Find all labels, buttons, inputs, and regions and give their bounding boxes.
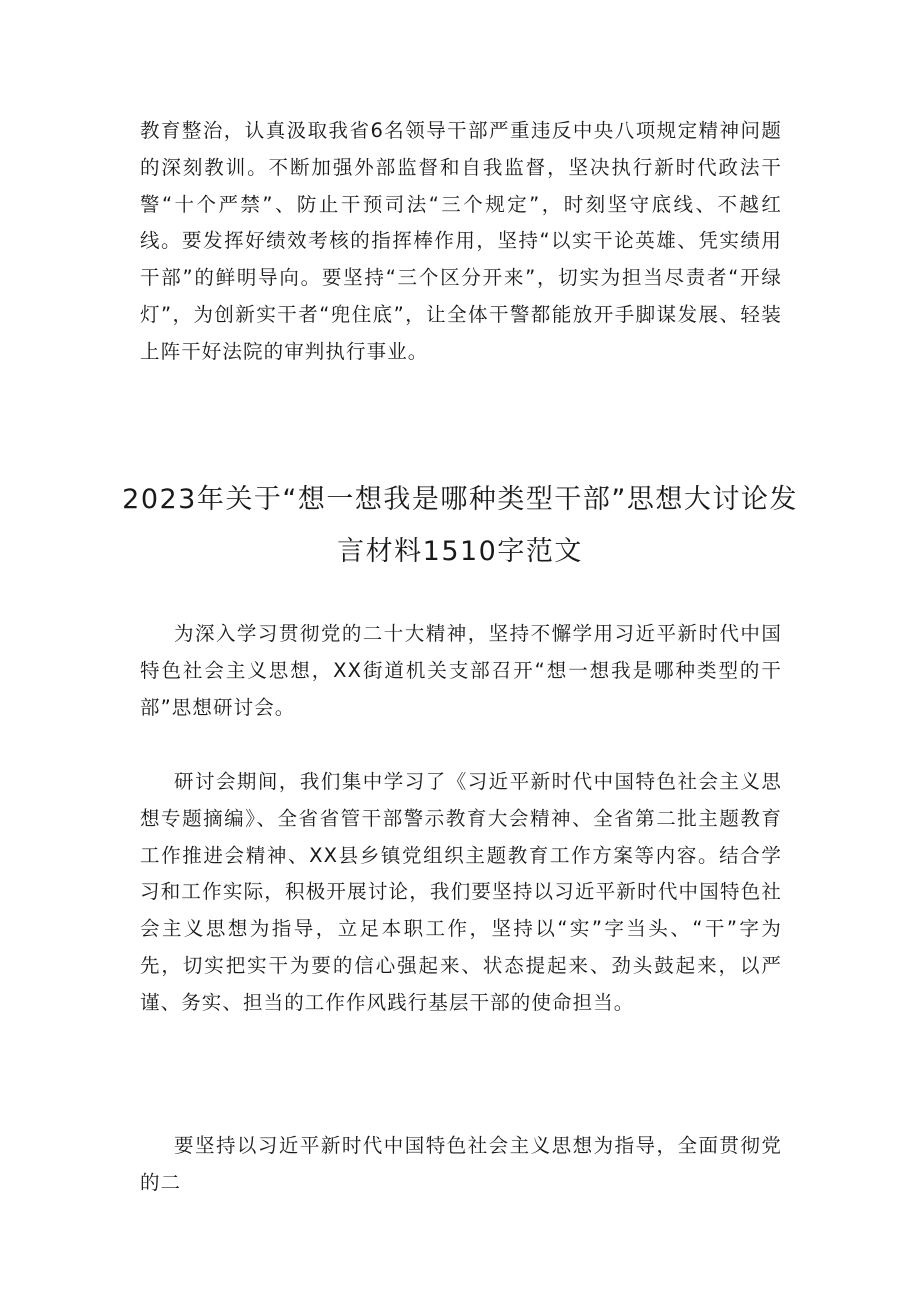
body-paragraph-3: 要坚持以习近平新时代中国特色社会主义思想为指导，全面贯彻党的二 — [140, 1134, 782, 1194]
body-paragraph-2: 研讨会期间，我们集中学习了《习近平新时代中国特色社会主义思想专题摘编》、全省省管干部警示教育大会精神、全省第二批主题教育工作推进会精神、XX县乡镇党组织主题教育工作方案等内容。结合学习和工作实际，积极开展讨论，我们要坚持以习近平新时代中国特色社会主义思想为指导，立足本职工作，坚持以“实”字当头、“干”字为先，切实把实干为要的信心强起来、状态提起来、劲头鼓起来，以严谨、务实、担当的工作作风践行基层干部的使命担当。 — [140, 770, 782, 1014]
document-title: 2023年关于“想一想我是哪种类型干部”思想大讨论发言材料1510字范文 — [122, 484, 798, 567]
body-paragraph-1: 为深入学习贯彻党的二十大精神，坚持不懈学用习近平新时代中国特色社会主义思想，XX街道机关支部召开“想一想我是哪种类型的干部”思想研讨会。 — [140, 622, 782, 719]
continued-paragraph: 教育整治，认真汲取我省6名领导干部严重违反中央八项规定精神问题的深刻教训。不断加强外部监督和自我监督，坚决执行新时代政法干警“十个严禁”、防止干预司法“三个规定”，时刻坚守底线、不越红线。要发挥好绩效考核的指挥棒作用，坚持“以实干论英雄、凭实绩用干部”的鲜明导向。要坚持“三个区分开来”，切实为担当尽责者“开绿灯”，为创新实干者“兜住底”，让全体干警都能放开手脚谋发展、轻装上阵干好法院的审判执行事业。 — [140, 119, 782, 363]
